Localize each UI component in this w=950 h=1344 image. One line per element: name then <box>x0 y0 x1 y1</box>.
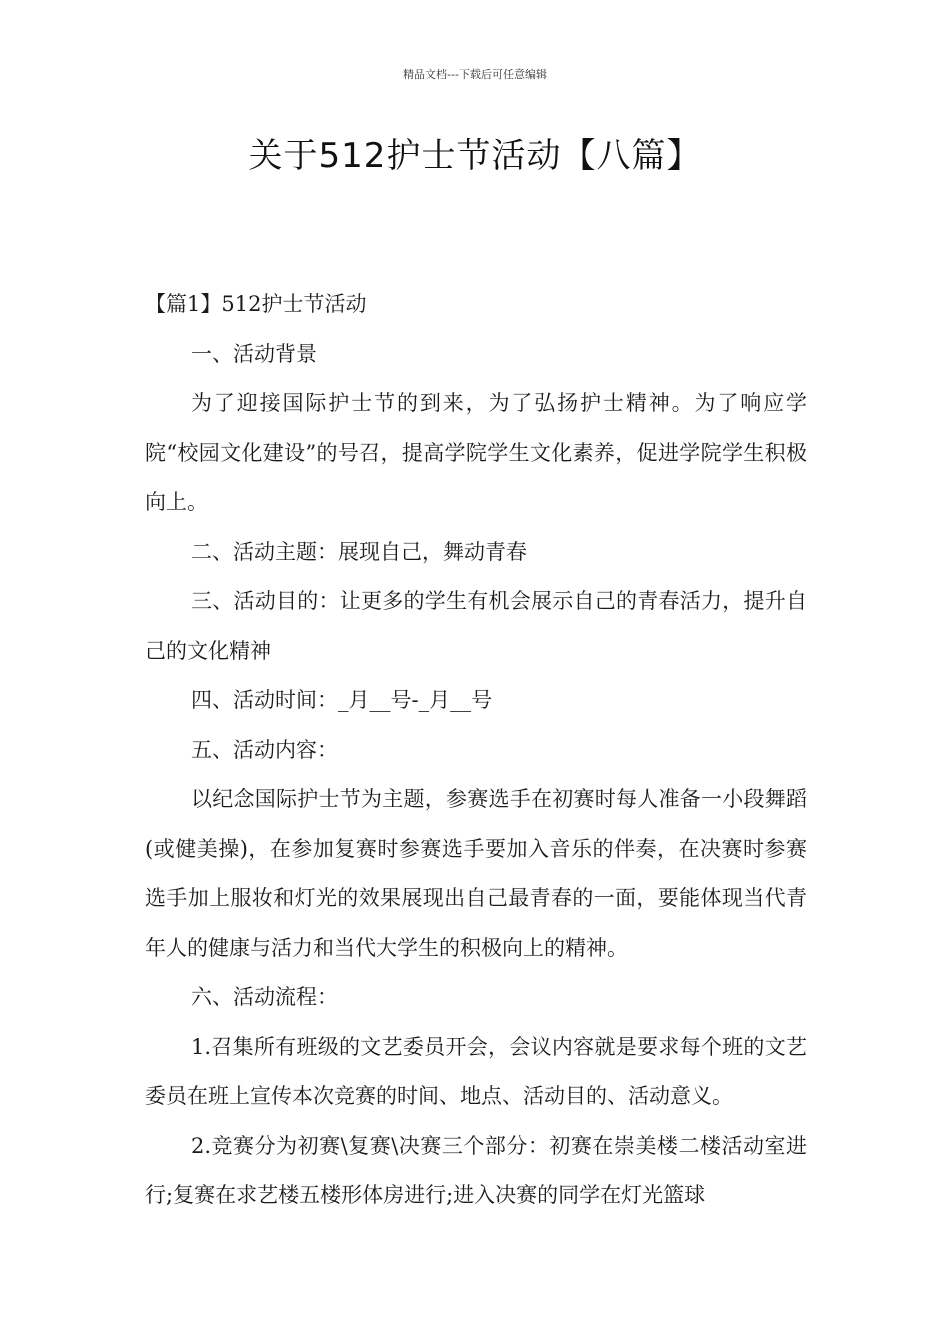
paragraph: 2.竞赛分为初赛\复赛\决赛三个部分：初赛在崇美楼二楼活动室进行;复赛在求艺楼五楼形体房进行;进入决赛的同学在灯光篮球 <box>145 1133 807 1207</box>
paragraph: 为了迎接国际护士节的到来，为了弘扬护士精神。为了响应学院“校园文化建设”的号召，提高学院学生文化素养，促进学院学生积极向上。 <box>145 391 807 514</box>
paragraph: 三、活动目的：让更多的学生有机会展示自己的青春活力，提升自己的文化精神 <box>145 589 807 663</box>
paragraph: 二、活动主题：展现自己，舞动青春 <box>191 539 527 564</box>
document-body <box>145 280 807 1221</box>
document-title: 关于512护士节活动【八篇】 <box>248 136 702 176</box>
paragraph: 一、活动背景 <box>191 341 317 366</box>
paragraph: 1.召集所有班级的文艺委员开会，会议内容就是要求每个班的文艺委员在班上宣传本次竞赛的时间、地点、活动目的、活动意义。 <box>145 1034 807 1108</box>
paragraph: 六、活动流程： <box>191 985 338 1009</box>
paragraph: 四、活动时间：_月__号-_月__号 <box>191 688 493 712</box>
paragraph: 五、活动内容： <box>191 737 338 762</box>
paragraph: 以纪念国际护士节为主题，参赛选手在初赛时每人准备一小段舞蹈(或健美操)，在参加复赛时参赛选手要加入音乐的伴奏，在决赛时参赛选手加上服妆和灯光的效果展现出自己最青春的一面，要能体现当代青年人的健康与活力和当代大学生的积极向上的精神。 <box>145 787 807 960</box>
section-heading: 【篇1】512护士节活动 <box>145 292 367 316</box>
header-note: 精品文档---下载后可任意编辑 <box>403 68 547 81</box>
